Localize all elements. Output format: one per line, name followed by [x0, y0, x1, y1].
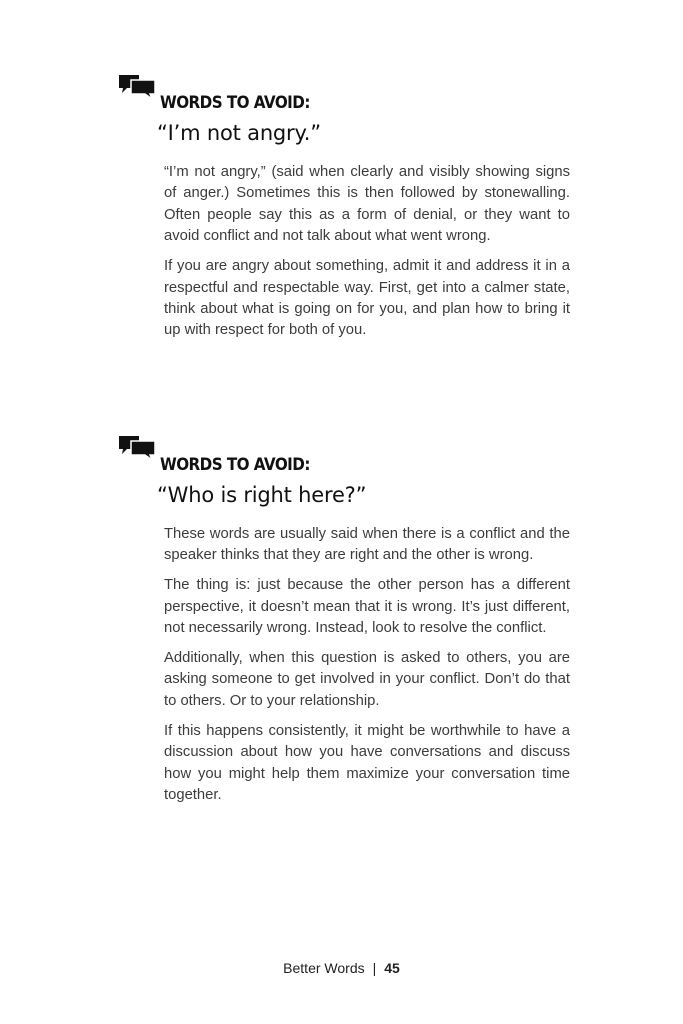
paragraph: The thing is: just because the other person has a different perspective, it doesn’t mean that it is wrong. It’s just different, not necessarily wrong. Instead, look to resolve the conflict.	[164, 577, 570, 637]
paragraph: If you are angry about something, admit it and address it in a respectful and respectable way. First, get into a calmer state, think about what is going on for you, and plan how to bring it up with respect for both of you.	[164, 258, 570, 339]
section-phrase: “Who is right here?”	[157, 483, 367, 507]
section-body	[164, 524, 570, 815]
section-kicker: WORDS TO AVOID:	[160, 455, 310, 474]
paragraph: These words are usually said when there is a conflict and the speaker thinks that they are right and the other is wrong.	[164, 526, 570, 564]
paragraph: If this happens consistently, it might be worthwhile to have a discussion about how you have conversations and discuss how you might help them maximize your conversation time together.	[164, 722, 570, 803]
book-title: Better Words	[283, 960, 365, 976]
section-body	[164, 162, 570, 350]
paragraph: “I’m not angry,” (said when clearly and visibly showing signs of anger.) Sometimes this is then followed by stonewalling. Often people say this as a form of denial, or they want to avoid conflict and not talk about what went wrong.	[164, 164, 570, 245]
footer-separator: |	[372, 960, 377, 976]
section-phrase: “I’m not angry.”	[157, 121, 321, 145]
page-number: 45	[384, 960, 400, 976]
page-footer	[0, 960, 683, 976]
section-kicker: WORDS TO AVOID:	[160, 93, 310, 112]
paragraph: Additionally, when this question is asked to others, you are asking someone to get involved in your conflict. Don’t do that to others. Or to your relationship.	[164, 650, 570, 709]
speech-bubbles-icon	[117, 73, 157, 101]
speech-bubbles-icon	[117, 434, 157, 462]
